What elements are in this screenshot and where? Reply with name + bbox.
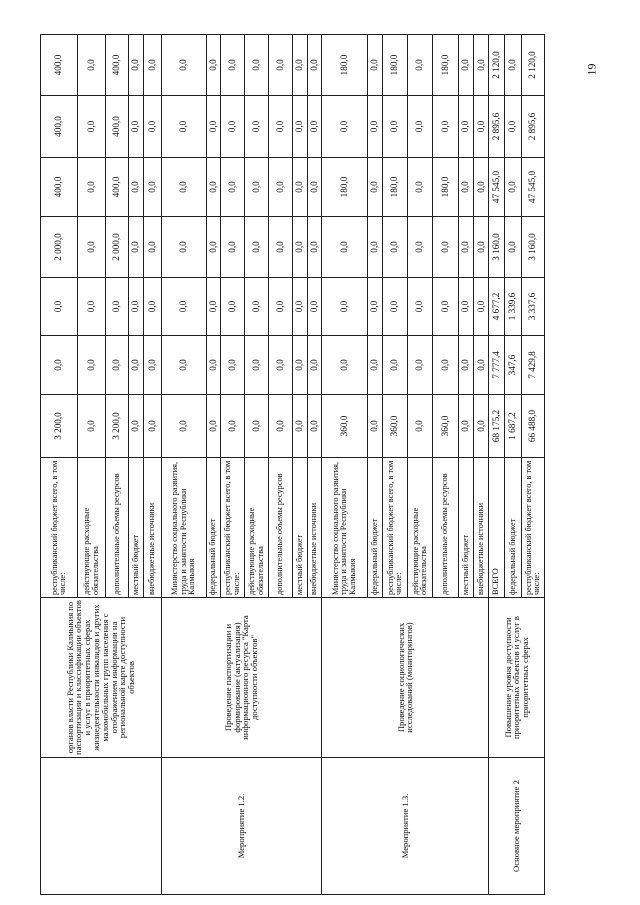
amount-cell: 0,0	[308, 158, 322, 217]
table-row	[322, 35, 368, 895]
amount-cell: 0,0	[221, 217, 245, 278]
amount-cell: 47 545,0	[522, 158, 545, 217]
amount-cell: 0,0	[308, 96, 322, 158]
amount-cell: 0,0	[269, 217, 293, 278]
amount-cell: 3 160,0	[522, 217, 545, 278]
amount-cell: 0,0	[77, 336, 105, 395]
amount-cell: 0,0	[221, 96, 245, 158]
amount-cell: 0,0	[474, 217, 489, 278]
amount-cell: 0,0	[221, 336, 245, 395]
amount-cell: 3 337,6	[522, 278, 545, 336]
amount-cell: 0,0	[292, 217, 307, 278]
event-name-cell: Основное мероприятие 2	[489, 758, 545, 895]
amount-cell: 0,0	[269, 395, 293, 458]
table-row	[161, 35, 207, 895]
amount-cell: 0,0	[367, 217, 382, 278]
amount-cell: 400,0	[41, 35, 78, 96]
amount-cell: 0,0	[308, 217, 322, 278]
amount-cell: 0,0	[106, 278, 129, 336]
amount-cell: 0,0	[367, 278, 382, 336]
amount-cell: 0,0	[207, 158, 221, 217]
funding-source-cell: федеральный бюджет	[367, 458, 382, 598]
amount-cell: 0,0	[245, 35, 269, 96]
amount-cell: 66 488,0	[522, 395, 545, 458]
amount-cell: 0,0	[432, 96, 458, 158]
amount-cell: 0,0	[144, 158, 161, 217]
table-row	[489, 35, 504, 895]
amount-cell: 2 120,0	[489, 35, 504, 96]
amount-cell: 360,0	[322, 395, 368, 458]
amount-cell: 0,0	[161, 96, 207, 158]
amount-cell: 0,0	[432, 336, 458, 395]
budget-table	[40, 34, 545, 895]
funding-source-cell: действующие расходные обязательства	[408, 458, 433, 598]
amount-cell: 0,0	[504, 35, 521, 96]
amount-cell: 0,0	[221, 158, 245, 217]
amount-cell: 0,0	[144, 217, 161, 278]
amount-cell: 0,0	[474, 336, 489, 395]
amount-cell: 0,0	[269, 96, 293, 158]
amount-cell: 7 777,4	[489, 336, 504, 395]
amount-cell: 400,0	[106, 96, 129, 158]
amount-cell: 1 687,2	[504, 395, 521, 458]
event-name-cell: Мероприятие 1.3.	[322, 758, 489, 895]
amount-cell: 7 429,8	[522, 336, 545, 395]
page-number: 19	[584, 63, 599, 76]
amount-cell: 0,0	[474, 395, 489, 458]
event-title-cell: органов власти Республики Калмыкия по паспортизации и классификации объектов и услуг в приоритетных сферах жизнедеятельности инвалидов и других маломобильных групп населения с отображением информации на региональной карте доступности объектов	[41, 598, 162, 758]
amount-cell: 0,0	[292, 35, 307, 96]
amount-cell: 0,0	[408, 395, 433, 458]
amount-cell: 0,0	[432, 278, 458, 336]
funding-source-cell: республиканский бюджет всего, в том числе:	[522, 458, 545, 598]
amount-cell: 0,0	[245, 395, 269, 458]
amount-cell: 0,0	[308, 278, 322, 336]
table-row	[41, 35, 78, 895]
funding-source-cell: Министерство социального развития, труда и занятости Республики Калмыкия	[161, 458, 207, 598]
amount-cell: 0,0	[367, 395, 382, 458]
amount-cell: 4 677,2	[489, 278, 504, 336]
amount-cell: 0,0	[128, 35, 143, 96]
amount-cell: 0,0	[367, 158, 382, 217]
funding-source-cell: действующие расходные обязательства	[245, 458, 269, 598]
amount-cell: 2 120,0	[522, 35, 545, 96]
amount-cell: 0,0	[408, 278, 433, 336]
amount-cell: 0,0	[308, 395, 322, 458]
event-title-cell: Проведение паспортизации и формирование (актуализация) информационного ресурса "Карта доступности объектов"	[161, 598, 322, 758]
amount-cell: 0,0	[383, 96, 408, 158]
funding-source-cell: дополнительные объемы ресурсов	[432, 458, 458, 598]
amount-cell: 0,0	[207, 96, 221, 158]
amount-cell: 0,0	[106, 336, 129, 395]
funding-source-cell: федеральный бюджет	[207, 458, 221, 598]
amount-cell: 0,0	[408, 217, 433, 278]
funding-source-cell: местный бюджет	[459, 458, 474, 598]
amount-cell: 0,0	[41, 278, 78, 336]
funding-source-cell: республиканский бюджет всего, в том числе:	[41, 458, 78, 598]
amount-cell: 0,0	[459, 96, 474, 158]
funding-source-cell: внебюджетные источники	[474, 458, 489, 598]
amount-cell: 0,0	[77, 217, 105, 278]
amount-cell: 0,0	[292, 336, 307, 395]
amount-cell: 0,0	[292, 158, 307, 217]
event-title-cell: Проведение социологических исследований (мониторингов)	[322, 598, 489, 758]
amount-cell: 0,0	[77, 278, 105, 336]
amount-cell: 400,0	[41, 158, 78, 217]
amount-cell: 0,0	[474, 158, 489, 217]
amount-cell: 0,0	[207, 278, 221, 336]
amount-cell: 0,0	[144, 336, 161, 395]
event-name-cell	[41, 758, 162, 895]
amount-cell: 0,0	[161, 158, 207, 217]
amount-cell: 3 200,0	[106, 395, 129, 458]
amount-cell: 0,0	[383, 336, 408, 395]
amount-cell: 0,0	[459, 217, 474, 278]
amount-cell: 0,0	[144, 395, 161, 458]
funding-source-cell: дополнительные объемы ресурсов	[269, 458, 293, 598]
funding-source-cell: внебюджетные источники	[144, 458, 161, 598]
amount-cell: 0,0	[269, 158, 293, 217]
amount-cell: 180,0	[322, 35, 368, 96]
rotated-table-container	[40, 35, 545, 895]
amount-cell: 0,0	[77, 96, 105, 158]
funding-source-cell: местный бюджет	[128, 458, 143, 598]
amount-cell: 360,0	[432, 395, 458, 458]
funding-source-cell: ВСЕГО	[489, 458, 504, 598]
amount-cell: 3 200,0	[41, 395, 78, 458]
amount-cell: 0,0	[41, 336, 78, 395]
amount-cell: 0,0	[128, 96, 143, 158]
funding-source-cell: федеральный бюджет	[504, 458, 521, 598]
amount-cell: 0,0	[459, 278, 474, 336]
amount-cell: 0,0	[207, 217, 221, 278]
event-name-cell: Мероприятие 1.2.	[161, 758, 322, 895]
amount-cell: 0,0	[221, 35, 245, 96]
amount-cell: 0,0	[161, 336, 207, 395]
amount-cell: 2 000,0	[41, 217, 78, 278]
amount-cell: 0,0	[408, 158, 433, 217]
amount-cell: 0,0	[367, 96, 382, 158]
funding-source-cell: местный бюджет	[292, 458, 307, 598]
amount-cell: 0,0	[128, 395, 143, 458]
amount-cell: 0,0	[128, 217, 143, 278]
amount-cell: 0,0	[322, 336, 368, 395]
amount-cell: 0,0	[245, 278, 269, 336]
amount-cell: 0,0	[367, 336, 382, 395]
amount-cell: 0,0	[269, 336, 293, 395]
amount-cell: 0,0	[245, 217, 269, 278]
amount-cell: 0,0	[308, 35, 322, 96]
amount-cell: 0,0	[221, 395, 245, 458]
amount-cell: 0,0	[207, 395, 221, 458]
amount-cell: 0,0	[245, 158, 269, 217]
amount-cell: 47 545,0	[489, 158, 504, 217]
amount-cell: 180,0	[383, 158, 408, 217]
funding-source-cell: республиканский бюджет всего, в том числе:	[221, 458, 245, 598]
funding-source-cell: республиканский бюджет всего, в том числе:	[383, 458, 408, 598]
amount-cell: 0,0	[292, 395, 307, 458]
amount-cell: 0,0	[207, 336, 221, 395]
amount-cell: 0,0	[161, 35, 207, 96]
amount-cell: 180,0	[432, 158, 458, 217]
amount-cell: 0,0	[161, 217, 207, 278]
amount-cell: 0,0	[504, 96, 521, 158]
amount-cell: 0,0	[144, 96, 161, 158]
amount-cell: 0,0	[383, 217, 408, 278]
amount-cell: 0,0	[128, 158, 143, 217]
amount-cell: 2 895,6	[489, 96, 504, 158]
amount-cell: 0,0	[504, 158, 521, 217]
amount-cell: 0,0	[474, 278, 489, 336]
amount-cell: 0,0	[161, 278, 207, 336]
amount-cell: 0,0	[432, 217, 458, 278]
amount-cell: 0,0	[207, 35, 221, 96]
amount-cell: 0,0	[292, 278, 307, 336]
amount-cell: 400,0	[106, 158, 129, 217]
amount-cell: 0,0	[504, 217, 521, 278]
amount-cell: 0,0	[144, 35, 161, 96]
amount-cell: 360,0	[383, 395, 408, 458]
amount-cell: 2 895,6	[522, 96, 545, 158]
amount-cell: 0,0	[128, 278, 143, 336]
funding-source-cell: дополнительные объемы ресурсов	[106, 458, 129, 598]
amount-cell: 0,0	[308, 336, 322, 395]
amount-cell: 2 000,0	[106, 217, 129, 278]
amount-cell: 0,0	[161, 395, 207, 458]
amount-cell: 0,0	[459, 158, 474, 217]
amount-cell: 0,0	[245, 96, 269, 158]
amount-cell: 180,0	[322, 158, 368, 217]
amount-cell: 400,0	[106, 35, 129, 96]
amount-cell: 0,0	[292, 96, 307, 158]
amount-cell: 0,0	[459, 336, 474, 395]
amount-cell: 0,0	[322, 96, 368, 158]
amount-cell: 347,6	[504, 336, 521, 395]
funding-source-cell: внебюджетные источники	[308, 458, 322, 598]
amount-cell: 0,0	[474, 96, 489, 158]
amount-cell: 0,0	[245, 336, 269, 395]
amount-cell: 0,0	[77, 158, 105, 217]
amount-cell: 0,0	[128, 336, 143, 395]
amount-cell: 0,0	[269, 35, 293, 96]
amount-cell: 180,0	[383, 35, 408, 96]
amount-cell: 0,0	[408, 96, 433, 158]
amount-cell: 0,0	[383, 278, 408, 336]
amount-cell: 0,0	[77, 395, 105, 458]
amount-cell: 0,0	[408, 336, 433, 395]
amount-cell: 0,0	[77, 35, 105, 96]
amount-cell: 180,0	[432, 35, 458, 96]
amount-cell: 0,0	[221, 278, 245, 336]
amount-cell: 0,0	[322, 217, 368, 278]
amount-cell: 0,0	[367, 35, 382, 96]
event-title-cell: Повышение уровня доступности приоритетных объектов и услуг в приоритетных сферах	[489, 598, 545, 758]
amount-cell: 0,0	[474, 35, 489, 96]
amount-cell: 0,0	[459, 35, 474, 96]
amount-cell: 0,0	[144, 278, 161, 336]
funding-source-cell: действующие расходные обязательства	[77, 458, 105, 598]
amount-cell: 0,0	[322, 278, 368, 336]
amount-cell: 0,0	[459, 395, 474, 458]
amount-cell: 0,0	[408, 35, 433, 96]
amount-cell: 400,0	[41, 96, 78, 158]
amount-cell: 3 160,0	[489, 217, 504, 278]
amount-cell: 0,0	[269, 278, 293, 336]
amount-cell: 1 339,6	[504, 278, 521, 336]
funding-source-cell: Министерство социального развития, труда и занятости Республики Калмыкия	[322, 458, 368, 598]
amount-cell: 68 175,2	[489, 395, 504, 458]
